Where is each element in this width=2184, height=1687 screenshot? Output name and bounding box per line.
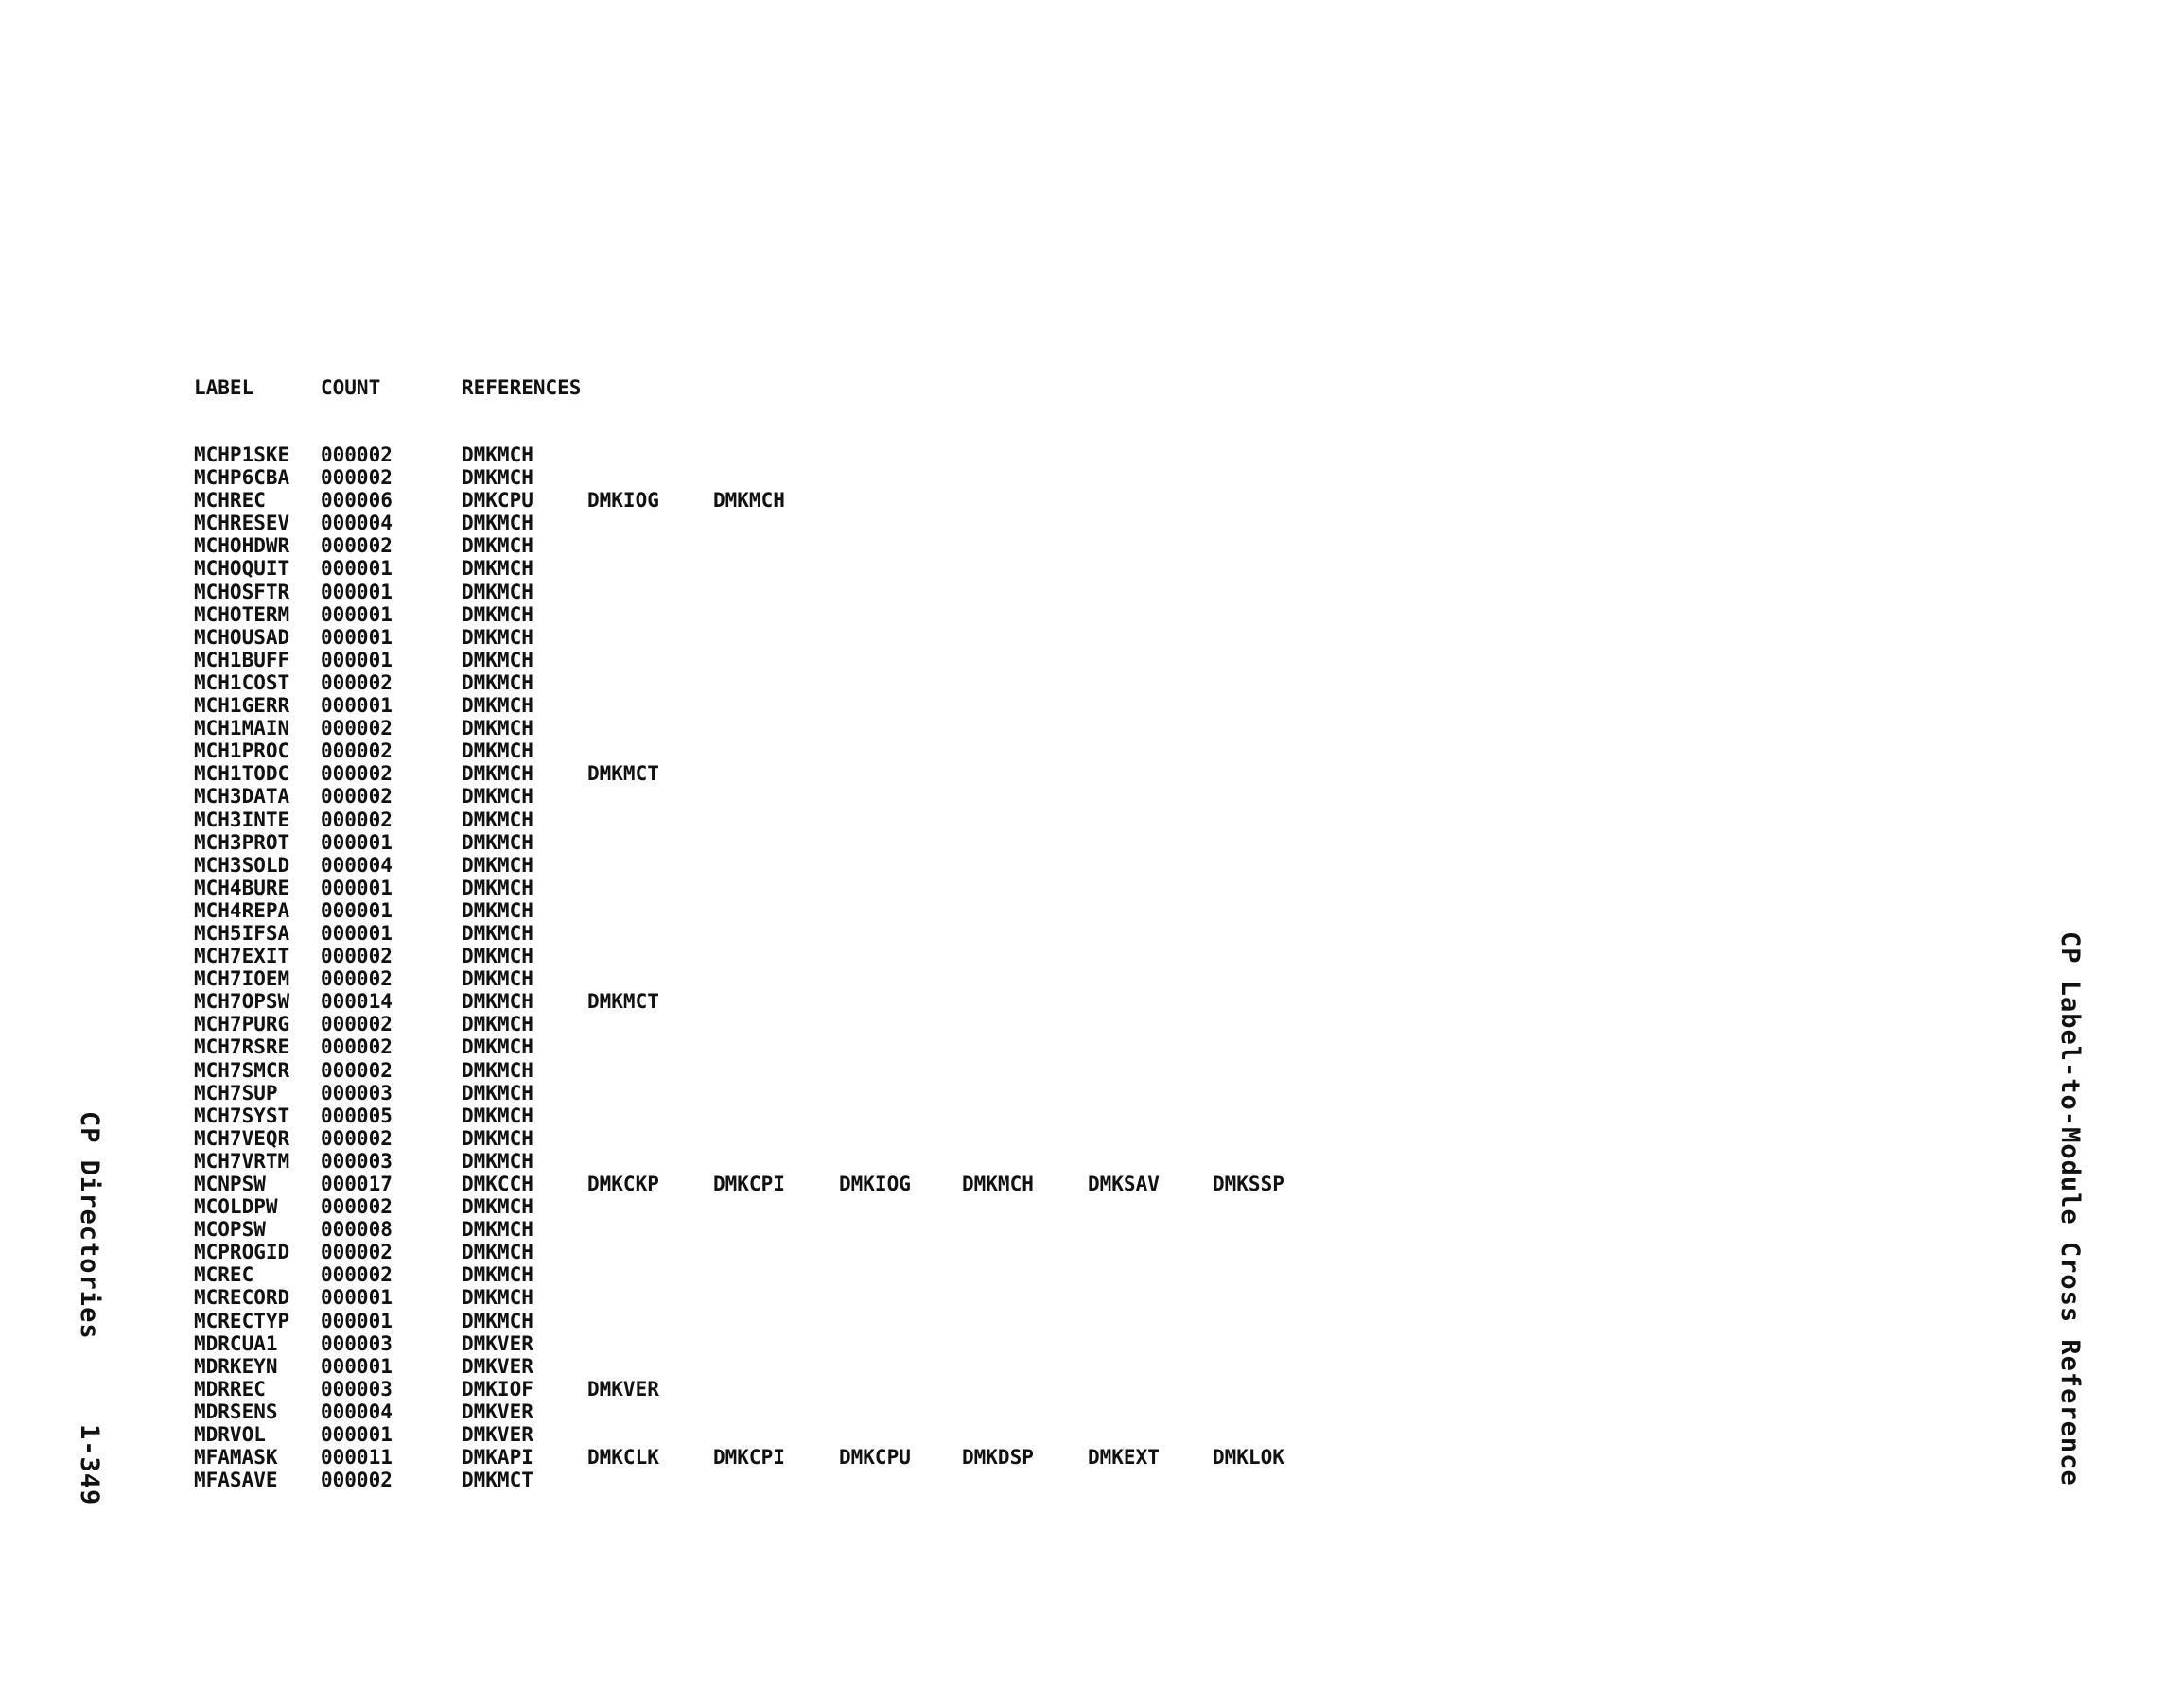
reference-cell: DMKMCH [462,1013,533,1036]
count-cell: 000002 [321,945,393,968]
reference-cell: DMKVER [462,1354,533,1378]
label-cell: MCH4REPA [194,898,290,922]
reference-cell: DMKMCH [462,625,533,649]
count-cell: 000002 [321,1126,393,1150]
label-cell: MCH7OPSW [194,990,290,1014]
label-cell: MCH1GERR [194,694,290,718]
reference-cell: DMKCPU [462,489,533,513]
label-cell: MCH3PROT [194,830,290,854]
label-cell: MDRCUA1 [194,1331,278,1355]
reference-cell: DMKMCH [462,1195,533,1219]
count-cell: 000001 [321,1423,393,1447]
label-cell: MCH3INTE [194,808,290,831]
reference-cell: DMKMCH [462,557,533,581]
reference-cell: DMKMCH [462,1035,533,1059]
count-cell: 000002 [321,443,393,466]
count-cell: 000002 [321,1195,393,1219]
label-cell: MCPROGID [194,1241,290,1264]
reference-cell: DMKIOG [839,1173,911,1195]
label-cell: MCH7IOEM [194,967,290,991]
label-cell: MCHP1SKE [194,443,290,466]
reference-cell: DMKMCH [462,990,533,1014]
count-cell: 000002 [321,785,393,809]
side-title-right [2056,931,2085,1518]
count-cell: 000006 [321,489,393,513]
reference-cell: DMKSSP [1213,1173,1284,1195]
reference-cell: DMKMCH [462,921,533,945]
reference-cell: DMKMCH [462,808,533,831]
reference-cell: DMKMCT [587,990,659,1014]
label-cell: MCH7SMCR [194,1058,290,1082]
reference-cell: DMKIOF [462,1377,533,1400]
reference-cell: DMKMCH [462,1104,533,1127]
count-cell: 000008 [321,1218,393,1242]
count-cell: 000001 [321,921,393,945]
label-cell: MCHOTERM [194,602,290,626]
count-cell: 000011 [321,1446,393,1470]
label-cell: MCH7PURG [194,1013,290,1036]
reference-cell: DMKMCH [462,466,533,490]
reference-cell: DMKMCH [462,1126,533,1150]
reference-cell: DMKMCH [462,1058,533,1082]
count-cell: 000003 [321,1331,393,1355]
section-title: CP Label-to-Module Cross Reference [2055,931,2085,1487]
reference-cell: DMKMCH [962,1173,1034,1195]
reference-cell: DMKCPI [713,1446,785,1470]
count-cell: 000002 [321,762,393,786]
count-cell: 000002 [321,717,393,740]
label-cell: MCHOSFTR [194,580,290,603]
count-cell: 000001 [321,648,393,671]
count-cell: 000001 [321,557,393,581]
count-cell: 000002 [321,534,393,558]
reference-cell: DMKDSP [962,1446,1034,1470]
reference-cell: DMKMCH [462,785,533,809]
label-cell: MCH1BUFF [194,648,290,671]
count-cell: 000002 [321,670,393,694]
reference-cell: DMKMCH [462,739,533,763]
count-cell: 000002 [321,967,393,991]
count-cell: 000001 [321,580,393,603]
reference-cell: DMKMCH [462,534,533,558]
reference-cell: DMKCLK [587,1446,659,1470]
label-cell: MCOLDPW [194,1195,278,1219]
reference-cell: DMKMCH [462,1149,533,1173]
reference-cell: DMKCCH [462,1173,533,1195]
label-cell: MCH7SYST [194,1104,290,1127]
reference-cell: DMKVER [462,1423,533,1447]
reference-cell: DMKMCH [462,443,533,466]
label-cell: MCRECTYP [194,1309,290,1332]
reference-cell: DMKMCH [462,512,533,535]
label-cell: MCHP6CBA [194,466,290,490]
label-cell: MCHOQUIT [194,557,290,581]
count-cell: 000003 [321,1377,393,1400]
reference-cell: DMKMCH [462,1241,533,1264]
reference-cell: DMKVER [587,1377,659,1400]
count-cell: 000003 [321,1149,393,1173]
reference-cell: DMKMCH [462,1263,533,1287]
label-cell: MCHRESEV [194,512,290,535]
reference-cell: DMKMCH [462,967,533,991]
count-cell: 000001 [321,625,393,649]
count-cell: 000001 [321,898,393,922]
reference-cell: DMKCPU [839,1446,911,1470]
count-cell: 000002 [321,1263,393,1287]
count-cell: 000014 [321,990,393,1014]
count-cell: 000001 [321,1286,393,1310]
reference-cell: DMKMCH [462,670,533,694]
reference-cell: DMKMCH [462,1081,533,1104]
count-cell: 000002 [321,1013,393,1036]
reference-cell: DMKMCH [462,1218,533,1242]
reference-cell: DMKMCH [462,717,533,740]
count-cell: 000002 [321,1241,393,1264]
page-number: 1-349 [75,1423,104,1506]
label-cell: MDRREC [194,1377,266,1400]
reference-cell: DMKMCH [713,489,785,513]
count-cell: 000001 [321,1309,393,1332]
count-cell: 000005 [321,1104,393,1127]
count-cell: 000017 [321,1173,393,1195]
count-cell: 000001 [321,876,393,899]
count-cell: 000001 [321,1354,393,1378]
count-cell: 000002 [321,808,393,831]
chapter-title: CP Directories [75,1111,104,1340]
label-cell: MCREC [194,1263,254,1287]
label-cell: MDRSENS [194,1400,278,1423]
count-cell: 000002 [321,1469,393,1492]
count-cell: 000001 [321,830,393,854]
reference-cell: DMKMCH [462,945,533,968]
reference-cell: DMKMCH [462,580,533,603]
label-cell: MDRVOL [194,1423,266,1447]
label-cell: MCRECORD [194,1286,290,1310]
count-cell: 000002 [321,1035,393,1059]
reference-cell: DMKCKP [587,1173,659,1195]
label-cell: MCNPSW [194,1173,266,1195]
reference-cell: DMKMCT [462,1469,533,1492]
label-cell: MCH5IFSA [194,921,290,945]
count-cell: 000002 [321,1058,393,1082]
count-cell: 000002 [321,466,393,490]
label-cell: MCH7RSRE [194,1035,290,1059]
reference-cell: DMKMCH [462,876,533,899]
count-cell: 000004 [321,853,393,877]
label-cell: MCH1PROC [194,739,290,763]
label-cell: MCH1MAIN [194,717,290,740]
label-cell: MCH7VEQR [194,1126,290,1150]
label-cell: MCH7VRTM [194,1149,290,1173]
count-cell: 000001 [321,602,393,626]
reference-cell: DMKMCH [462,648,533,671]
reference-cell: DMKMCH [462,898,533,922]
reference-cell: DMKMCH [462,762,533,786]
count-cell: 000002 [321,739,393,763]
reference-cell: DMKMCH [462,853,533,877]
count-cell: 000003 [321,1081,393,1104]
reference-cell: DMKMCH [462,602,533,626]
reference-cell: DMKMCH [462,1309,533,1332]
label-cell: MCH3SOLD [194,853,290,877]
label-cell: MCH1COST [194,670,290,694]
reference-cell: DMKMCH [462,694,533,718]
label-cell: MCHOHDWR [194,534,290,558]
label-cell: MCH7SUP [194,1081,278,1104]
label-cell: MCH4BURE [194,876,290,899]
reference-cell: DMKLOK [1213,1446,1284,1470]
reference-cell: DMKVER [462,1400,533,1423]
side-title-left [75,1111,104,1506]
label-cell: MCOPSW [194,1218,266,1242]
count-cell: 000004 [321,1400,393,1423]
label-cell: MFASAVE [194,1469,278,1492]
reference-cell: DMKMCH [462,1286,533,1310]
count-cell: 000004 [321,512,393,535]
reference-cell: DMKMCH [462,830,533,854]
label-cell: MDRKEYN [194,1354,278,1378]
reference-cell: DMKVER [462,1331,533,1355]
reference-cell: DMKAPI [462,1446,533,1470]
label-cell: MCHOUSAD [194,625,290,649]
label-cell: MCHREC [194,489,266,513]
label-cell: MCH3DATA [194,785,290,809]
reference-cell: DMKCPI [713,1173,785,1195]
column-header-references: REFERENCES [462,376,582,399]
reference-cell: DMKIOG [587,489,659,513]
label-cell: MCH7EXIT [194,945,290,968]
label-cell: MCH1TODC [194,762,290,786]
reference-cell: DMKSAV [1088,1173,1160,1195]
column-header-count: COUNT [321,376,381,399]
reference-cell: DMKMCT [587,762,659,786]
reference-cell: DMKEXT [1088,1446,1160,1470]
column-header-label: LABEL [194,376,254,399]
label-cell: MFAMASK [194,1446,278,1470]
count-cell: 000001 [321,694,393,718]
